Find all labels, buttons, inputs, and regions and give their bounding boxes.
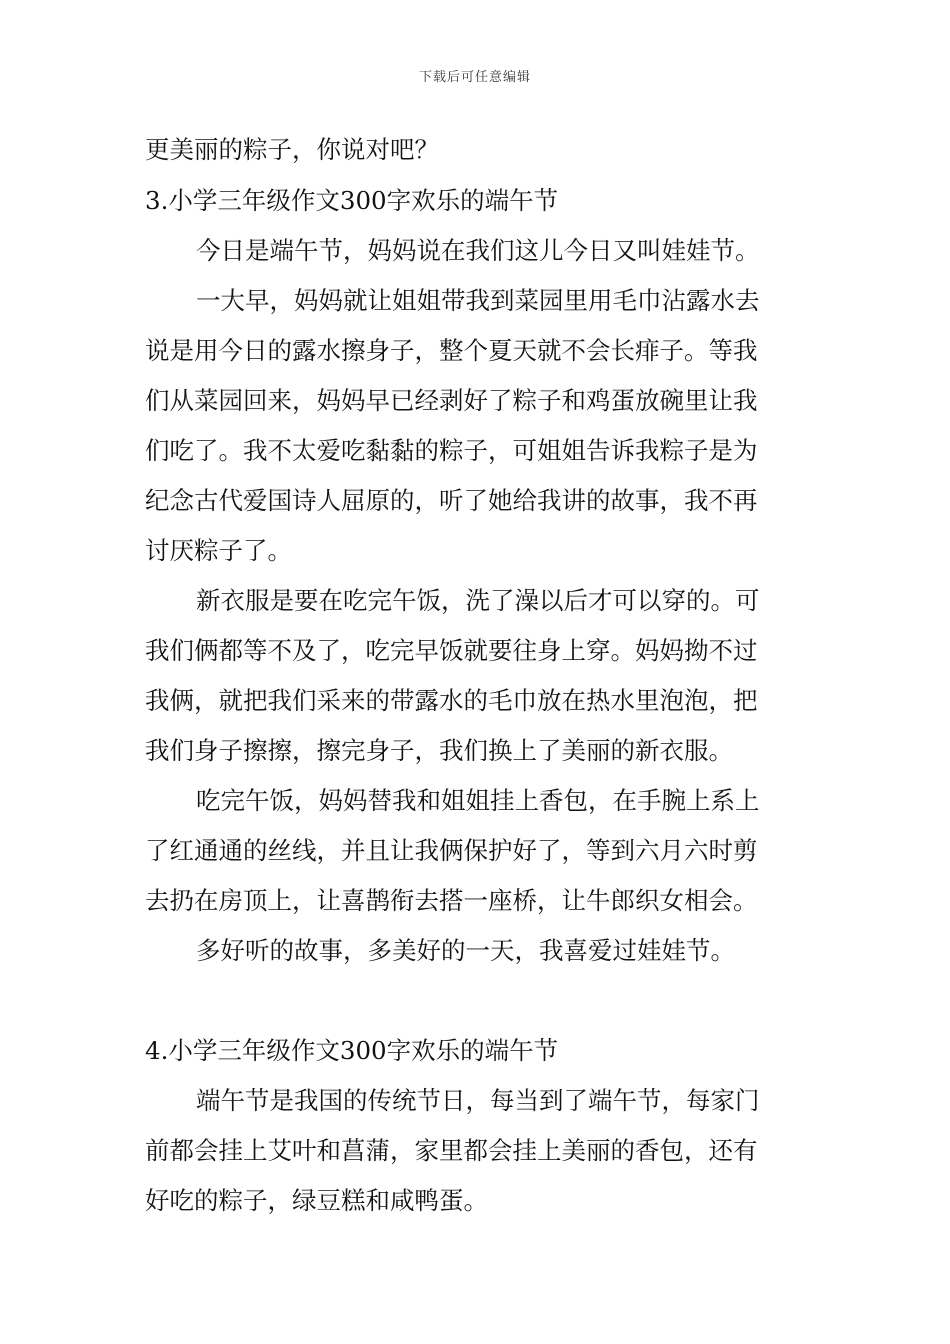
paragraph-line: 多好听的故事，多美好的一天，我喜爱过娃娃节。 bbox=[196, 936, 735, 965]
paragraph-line: 吃完午饭，妈妈替我和姐姐挂上香包，在手腕上系上 bbox=[196, 786, 760, 815]
paragraph-line: 们从菜园回来，妈妈早已经剥好了粽子和鸡蛋放碗里让我 bbox=[145, 386, 758, 415]
paragraph-line: 前都会挂上艾叶和菖蒲，家里都会挂上美丽的香包，还有 bbox=[145, 1136, 758, 1165]
paragraph-line: 说是用今日的露水擦身子，整个夏天就不会长痱子。等我 bbox=[145, 336, 758, 365]
paragraph-line: 讨厌粽子了。 bbox=[145, 536, 292, 565]
paragraph-line: 我们身子擦擦，擦完身子，我们换上了美丽的新衣服。 bbox=[145, 736, 733, 765]
page-header: 下载后可任意编辑 bbox=[418, 70, 531, 85]
paragraph-line: 了红通通的丝线，并且让我俩保护好了，等到六月六时剪 bbox=[145, 836, 758, 865]
paragraph-line: 新衣服是要在吃完午饭，洗了澡以后才可以穿的。可 bbox=[196, 586, 760, 615]
paragraph-line: 纪念古代爱国诗人屈原的，听了她给我讲的故事，我不再 bbox=[145, 486, 758, 515]
section-heading: 4.小学三年级作文300字欢乐的端午节 bbox=[145, 1036, 559, 1065]
section-heading: 3.小学三年级作文300字欢乐的端午节 bbox=[145, 186, 559, 215]
paragraph-line: 我俩，就把我们采来的带露水的毛巾放在热水里泡泡，把 bbox=[145, 686, 758, 715]
paragraph-line: 今日是端午节，妈妈说在我们这儿今日又叫娃娃节。 bbox=[196, 236, 760, 265]
paragraph-line: 端午节是我国的传统节日，每当到了端午节，每家门 bbox=[196, 1086, 760, 1115]
text-line: 更美丽的粽子，你说对吧？ bbox=[145, 135, 439, 164]
paragraph-line: 好吃的粽子，绿豆糕和咸鸭蛋。 bbox=[145, 1186, 488, 1215]
paragraph-line: 一大早，妈妈就让姐姐带我到菜园里用毛巾沾露水去 bbox=[196, 286, 760, 315]
paragraph-line: 我们俩都等不及了，吃完早饭就要往身上穿。妈妈拗不过 bbox=[145, 636, 758, 665]
paragraph-line: 们吃了。我不太爱吃黏黏的粽子，可姐姐告诉我粽子是为 bbox=[145, 436, 758, 465]
paragraph-line: 去扔在房顶上，让喜鹊衔去搭一座桥，让牛郎织女相会。 bbox=[145, 886, 758, 915]
